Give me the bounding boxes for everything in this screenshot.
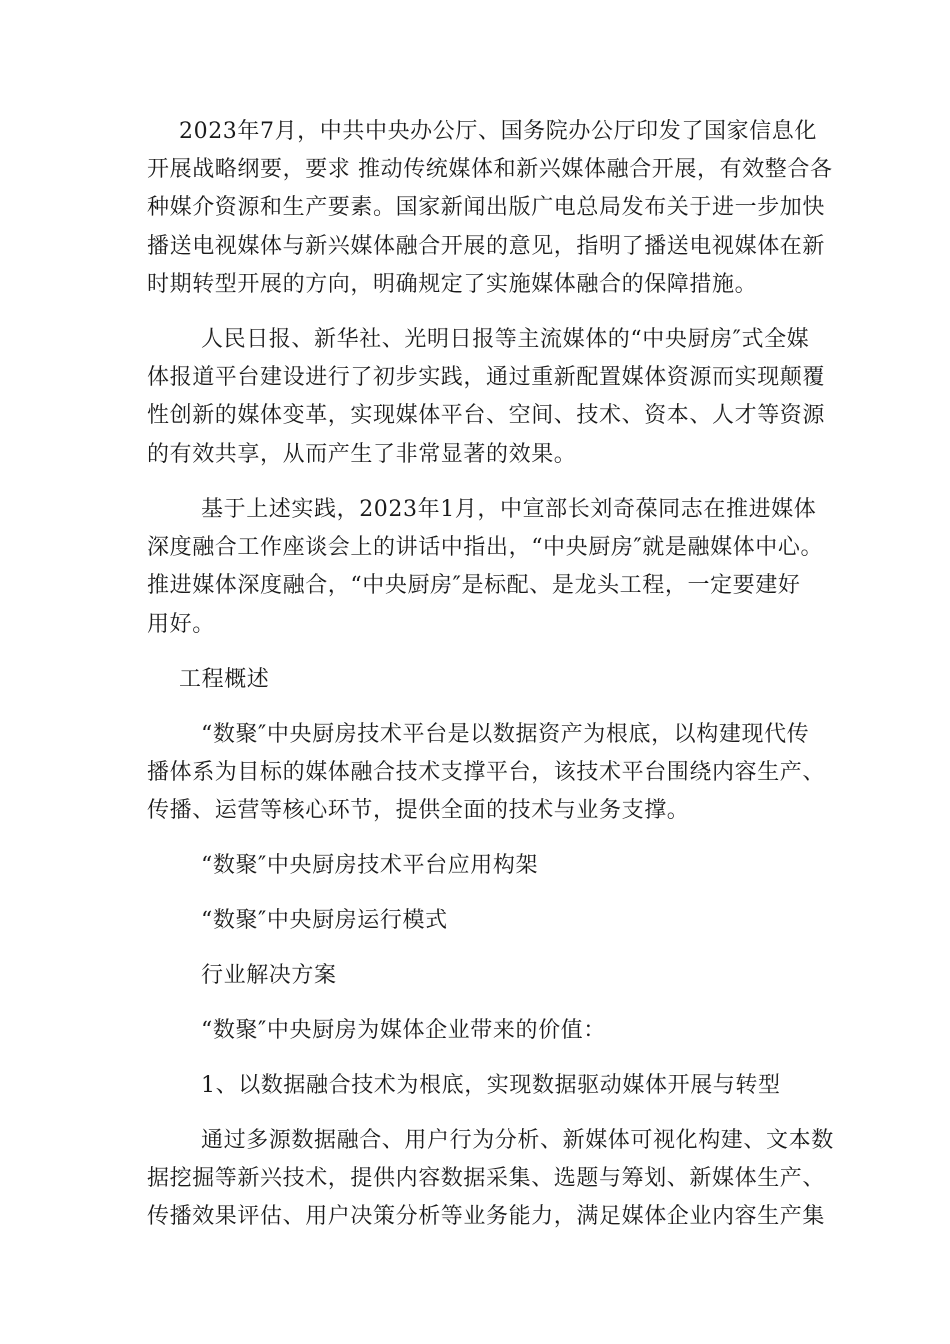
para3-line2: 深度融合工作座谈会上的讲话中指出，“中央厨房″就是融媒体中心。: [147, 535, 824, 560]
para4-line2: 播体系为目标的媒体融合技术支撑平台，该技术平台围绕内容生产、: [147, 760, 826, 785]
heading-platform-architecture: “数聚″中央厨房技术平台应用构架: [201, 853, 539, 878]
para2-line2: 体报道平台建设进行了初步实践，通过重新配置媒体资源而实现颠覆: [147, 365, 826, 390]
para1-line1: 2023年7月，中共中央办公厅、国务院办公厅印发了国家信息化: [179, 119, 817, 144]
heading-value: “数聚″中央厨房为媒体企业带来的价值：: [201, 1018, 606, 1043]
heading-industry-solutions: 行业解决方案: [201, 963, 337, 988]
para5-line3: 传播效果评估、用户决策分析等业务能力，满足媒体企业内容生产集: [147, 1204, 826, 1229]
heading-project-overview: 工程概述: [179, 667, 270, 692]
para3-line3: 推进媒体深度融合，“中央厨房″是标配、是龙头工程，一定要建好: [147, 573, 801, 598]
para5-line1: 通过多源数据融合、用户行为分析、新媒体可视化构建、文本数: [201, 1128, 834, 1153]
para1-line4: 播送电视媒体与新兴媒体融合开展的意见，指明了播送电视媒体在新: [147, 234, 826, 259]
para5-line2: 据挖掘等新兴技术，提供内容数据采集、选题与筹划、新媒体生产、: [147, 1166, 826, 1191]
para2-line3: 性创新的媒体变革，实现媒体平台、空间、技术、资本、人才等资源: [147, 403, 826, 428]
para4-line1: “数聚″中央厨房技术平台是以数据资产为根底，以构建现代传: [201, 722, 810, 747]
para1-line5: 时期转型开展的方向，明确规定了实施媒体融合的保障措施。: [147, 272, 758, 297]
para2-line4: 的有效共享，从而产生了非常显著的效果。: [147, 442, 577, 467]
list-item-1: 1、以数据融合技术为根底，实现数据驱动媒体开展与转型: [201, 1073, 781, 1098]
para4-line3: 传播、运营等核心环节，提供全面的技术与业务支撑。: [147, 798, 690, 823]
para3-line4: 用好。: [147, 612, 215, 637]
heading-operation-mode: “数聚″中央厨房运行模式: [201, 908, 448, 933]
para1-line2: 开展战略纲要，要求 推动传统媒体和新兴媒体融合开展，有效整合各: [147, 157, 833, 182]
para2-line1: 人民日报、新华社、光明日报等主流媒体的“中央厨房″式全媒: [201, 327, 810, 352]
para1-line3: 种媒介资源和生产要素。国家新闻出版广电总局发布关于进一步加快: [147, 195, 826, 220]
para3-line1: 基于上述实践，2023年1月，中宣部长刘奇葆同志在推进媒体: [201, 497, 817, 522]
